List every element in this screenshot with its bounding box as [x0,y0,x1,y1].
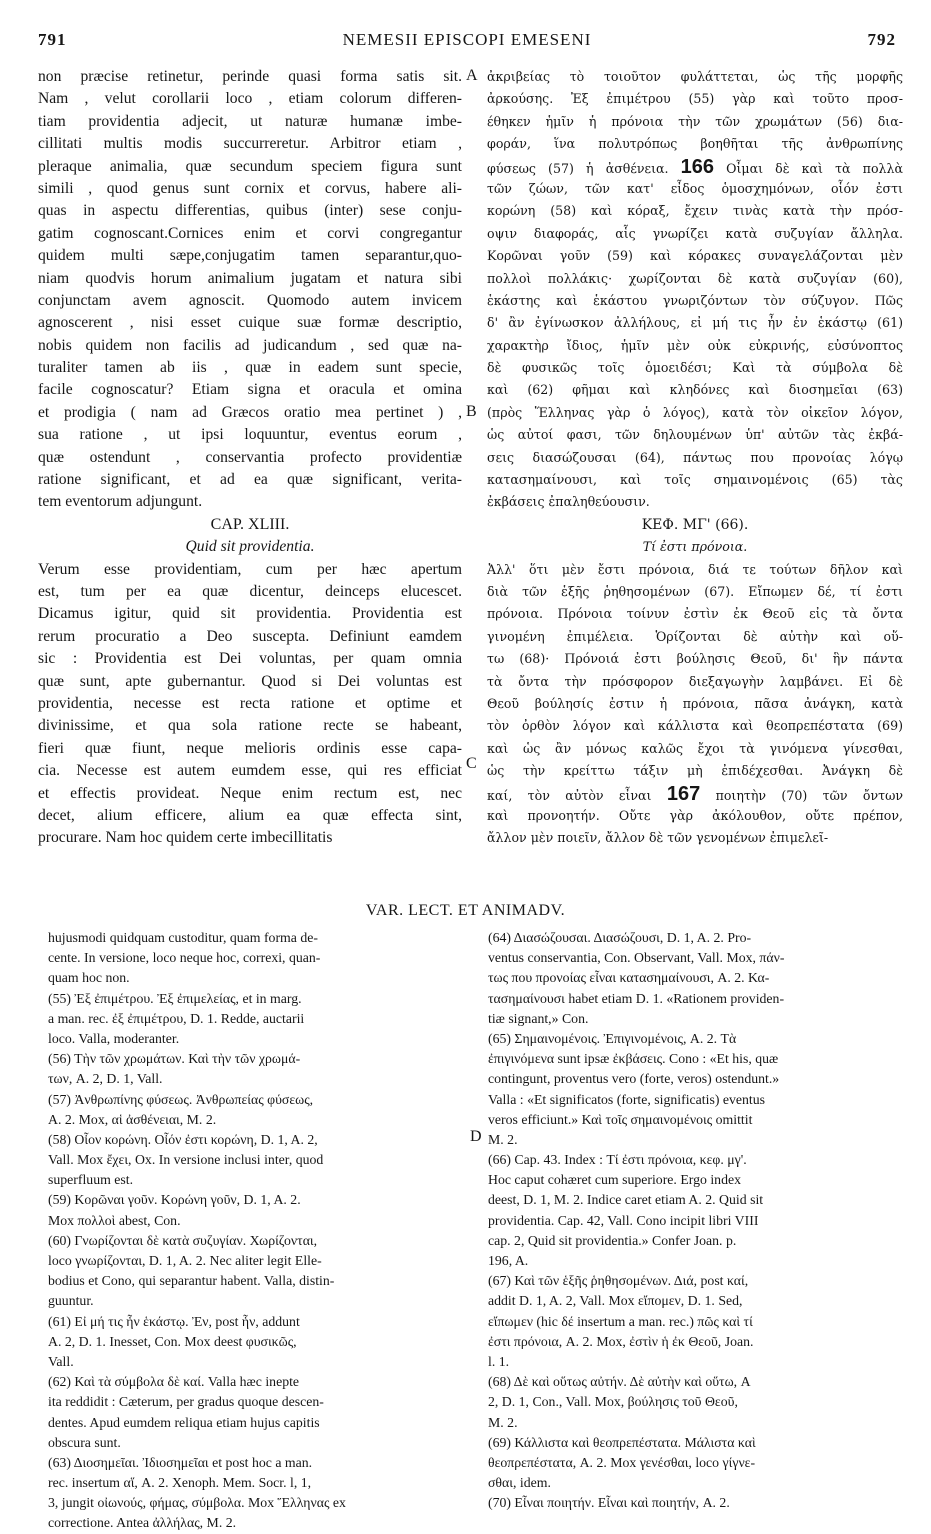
note-line: (56) Τὴν τῶν χρωμάτων. Καὶ τὴν τῶν χρωμά- [48,1051,301,1067]
greek-text-line: Ἀλλ' ὅτι μὲν ἔστι πρόνοια, διά τε τούτων δῆλον καὶ [487,561,903,577]
note-line: Hoc caput cohæret cum superiore. Ergo index [488,1172,741,1188]
greek-text-line: καί, τὸν αὐτὸν εἶναι 167 ποιητὴν (70) τῶν ὄντων [487,782,903,805]
latin-text-line: conjunctam avem agnoscit. Quomodo autem invicem [38,291,462,309]
greek-column [487,66,903,850]
latin-text-line: providentia, necesse est recta ratione et optime et [38,694,462,712]
greek-text-block-1 [487,66,903,514]
note-line: addit D. 1, A. 2, Vall. Mox εἴπομεν, D. 1. Sed, [488,1293,743,1309]
margin-mark-c: C [466,755,477,772]
note-line: M. 2. [488,1414,518,1430]
notes-right-column [488,928,904,1513]
greek-text-line: έθηκεν ἡμῖν ἡ πρόνοια τὴν τῶν χρωμάτων (56) δια- [487,113,903,129]
note-line: bodius et Cono, qui separantur habent. Valla, distin- [48,1273,335,1289]
greek-text-line: ἀρκούσης. Ἐξ ἐπιμέτρου (55) γὰρ καὶ τοῦτο προσ- [487,91,903,107]
note-line: Vall. Mox ἔχει, Ox. In versione inclusi inter, quod [48,1152,324,1168]
latin-text-line: tem eventorum adjungunt. [38,493,203,511]
greek-text-line: ἀκριβείας τὸ τοιοῦτον φυλάττεται, ὡς τῆς μορφῆς [487,69,903,84]
greek-text-line: οψιν διαφοράς, αἷς γνωρίζει κατὰ συζυγίαν ἄλληλα. [487,225,903,241]
note-line: A. 2. Mox, αἱ ἀσθένειαι, M. 2. [48,1111,217,1127]
latin-text-line: turaliter tamen ab iis , quæ in eadem sunt specie, [38,359,462,377]
note-line: (65) Σημαινομένοις. Ἐπιγινομένοις, A. 2. Τὰ [488,1030,737,1046]
latin-text-line: Nam , velut corollarii loco , etiam colorum differen- [38,90,462,108]
note-line: quam hoc non. [48,970,130,986]
page-number-left: 791 [38,30,67,49]
greek-text-line: καὶ προνοητήν. Οὔτε γὰρ ἀκόλουθον, οὔτε πρέπον, [487,807,903,823]
variant-readings-heading: VAR. LECT. ET ANIMADV. [365,902,566,919]
note-line: τως που προνοίας εἶναι κατασημαίνουσι, A. 2. Κα- [488,970,770,986]
note-line: l. 1. [488,1353,510,1369]
greek-text-line: τὸν ὀρθὸν λόγον καὶ κάλλιστα καὶ θεοπρεπέστατα (69) [487,718,903,734]
latin-text-line: quidem multi sæpe,conjugatim tamen separantur,quo- [38,247,462,265]
greek-text-line: κατασημαίνουσι, καὶ τοῖς σημαινομένοις (65) τὰς [487,472,903,488]
latin-text-line: et prodigia ( nam ad Græcos oratio mea pertinet ) , [38,403,462,421]
latin-text-line: simili , quod genus sunt cornix et corvus, habere ali- [38,179,462,197]
note-line: 2, D. 1, Con., Vall. Mox, βούλησις τοῦ Θεοῦ, [488,1394,738,1410]
note-line: correctione. Antea ἀλλήλας, M. 2. [48,1515,237,1531]
latin-text-line: facile cognoscatur? Etiam signa et oracula et omina [38,381,462,399]
latin-text-line: quæ ostendunt , conservantia profecto providentiæ [38,448,462,466]
latin-text-line: et effectis provideat. Neque enim rectum est, nec [38,784,462,802]
note-line: dentes. Apud eumdem reliqua etiam hujus capitis [48,1414,320,1430]
greek-text-line: ἑκάστης καὶ ἑκάστου γνωριζόντων τὸν σύζυγον. Πῶς [487,292,903,308]
latin-text-line: fieri quæ fiunt, neque melioris ordinis esse capa- [38,739,462,757]
greek-text-line: ὡς αὐτοί φασι, τῶν δηλουμένων ὑπ' αὐτῶν τὰς ἐκβά- [487,427,903,443]
note-line: τασημαίνουσι habet etiam D. 1. «Rationem providen- [488,990,785,1006]
note-line: rec. insertum αἵ, A. 2. Xenoph. Mem. Socr. l, 1, [48,1475,312,1491]
page-number-right: 792 [867,30,896,49]
latin-text-line: pleraque animalia, quæ secundum speciem figura sunt [38,157,462,175]
latin-column [38,66,462,850]
note-line: cente. In versione, loco neque hoc, correxi, quan- [48,950,321,966]
note-line: (60) Γνωρίζονται δὲ κατὰ συζυγίαν. Χωρίζονται, [48,1232,318,1248]
note-line: (69) Κάλλιστα καὶ θεοπρεπέστατα. Μάλιστα καὶ [488,1434,756,1450]
notes-right-lines [488,928,904,1513]
note-line: contingunt, proventus vero (forte, veros) ostendunt.» [488,1071,780,1087]
note-line: loco γνωρίζονται, D. 1, A. 2. Nec aliter legit Elle- [48,1253,322,1268]
note-line: εἴπωμεν (hic δέ insertum a man. rec.) πῶς καὶ τί [488,1313,753,1329]
greek-text-line: καὶ (62) φῆμαι καὶ κληδόνες καὶ διοσημεῖαι (63) [487,382,903,398]
latin-text-line: divinissime, et qua sola ratione recte se habeant, [38,717,462,735]
greek-text-line: σεις διασώζουσαι (64), πάντως που προνοίας λόγῳ [487,449,903,465]
latin-text-line: cillitati multis modis succurreretur. Arbitror etiam , [38,135,462,153]
latin-text-line: sua ratione , ut ipsi loquuntur, eventus eorum , [38,426,462,444]
latin-text-line: est, tum per ea quæ dicentur, deinceps elucescet. [38,582,462,600]
note-line: θεοπρεπέστατα, A. 2. Mox γενέσθαι, loco γίγνε- [488,1454,756,1470]
greek-text-line: κορώνη (58) καὶ κόραξ, ἔχειν τινὰς κατὰ τὴν πρόσ- [487,203,903,219]
latin-text-line: niam quodvis horum animalium jugatam et natura sibi [38,269,462,287]
note-line: 196, A. [488,1253,529,1268]
greek-text-line: φύσεως (57) ἡ ἀσθένεια. 166 Οἶμαι δὲ καὶ τὰ πολλὰ [487,155,903,178]
greek-text-line: πρόνοια. Πρόνοια τοίνυν ἐστὶν ἐκ Θεοῦ εἰς τὰ ὄντα [487,606,903,622]
note-line: A. 2, D. 1. Inesset, Con. Mox deest φυσικῶς, [48,1333,297,1349]
greek-text-line: Κορῶναι γοῦν (59) καὶ κόρακες συναγελάζονται μὲν [487,248,903,264]
notes-left-lines [48,928,462,1534]
note-line: M. 2. [488,1131,518,1147]
greek-text-line: δ' ἂν ἐγίνωσκον ἀλλήλους, εἰ μή τις ἦν ἐν ἑκάστῳ (61) [487,315,903,331]
note-line: (68) Δὲ καὶ οὕτως αὐτήν. Δὲ αὐτὴν καὶ οὕτω, A [488,1374,751,1390]
note-line: Valla : «Et significatos (forte, significatis) eventus [488,1091,766,1107]
note-line: 3, jungit οἰωνούς, φήμας, σύμβολα. Mox Ἕλληνας ex [48,1495,346,1511]
greek-text-line: δὲ φυσικῶς τοῖς ὁμοειδέσι; Καὶ τὰ σύμβολα δὲ [487,360,903,376]
note-line: (70) Εἶναι ποιητήν. Εἶναι καὶ ποιητήν, A. 2. [488,1495,730,1511]
note-line: Vall. [48,1353,74,1369]
note-line: (67) Καὶ τῶν ἑξῆς ῥηθησομένων. Διά, post καί, [488,1273,749,1289]
latin-text-line: quæ sunt, apte gubernantur. Quod si Dei voluntas est [38,672,462,690]
note-line: ita reddidit : Cæterum, per gradus quoque descen- [48,1394,324,1410]
margin-mark-d: D [470,1128,482,1145]
latin-text-line: tiam providentia adjecit, ut naturæ humanæ imbe- [38,112,462,130]
note-line: ἐστι πρόνοια, A. 2. Mox, ἐστὶν ἡ ἐκ Θεοῦ, Joan. [488,1333,754,1349]
latin-text-line: Dicamus igitur, quid sit providentia. Providentia est [38,605,462,623]
latin-text-line: quas in aspectu differentias, quibus (inter) sese conju- [38,202,462,220]
latin-text-line: agnoscerent , nisi esset cuique suæ formæ descriptio, [38,314,462,332]
latin-text-block-2 [38,559,462,850]
latin-text-line: cia. Necesse est autem eumdem esse, qui res efficiat [38,762,462,780]
note-line: (64) Διασώζουσαι. Διασώζουσι, D. 1, A. 2. Pro- [488,930,752,945]
latin-text-line: gatim cognoscant.Cornices enim et corvi congregantur [38,224,462,242]
note-line: obscura sunt. [48,1434,121,1450]
latin-text-line: Verum esse providentiam, cum per hæc apertum [38,560,462,578]
greek-text-line: καὶ ὡς ἂν μόνως καλῶς ἔχοι τὰ γινόμενα γίνεσθαι, [487,740,903,756]
running-title: NEMESII EPISCOPI EMESENI [342,30,592,49]
note-line: (59) Κορῶναι γοῦν. Κορώνη γοῦν, D. 1, A. 2. [48,1192,301,1208]
latin-chapter-heading: CAP. XLIII. [210,515,290,533]
note-line: cap. 2, Quid sit providentia.» Confer Joan. p. [488,1232,737,1248]
margin-mark-b: B [466,403,477,420]
greek-text-block-2 [487,559,903,850]
note-line: (58) Οἷον κορώνη. Οἷόν ἐστι κορώνη, D. 1, A. 2, [48,1131,318,1147]
greek-text-line: γινομένη ἐπιμέλεια. Ὁρίζονται δὲ αὐτὴν καὶ οὕ- [487,628,903,644]
latin-text-line: rerum procuratio a Deo suscepta. Definiunt eamdem [38,627,462,645]
greek-text-line: ἐκβάσεις ἐπαληθεύουσιν. [487,494,650,510]
greek-text-line: ὡς τὴν κρείττω τάξιν μὴ ἐπιδέχεσθαι. Ἀνάγκη δὲ [487,763,903,779]
note-line: σθαι, idem. [488,1475,551,1491]
note-line: (66) Cap. 43. Index : Τί ἐστι πρόνοια, κεφ. μγ'. [488,1152,747,1168]
note-line: hujusmodi quidquam custoditur, quam forma de- [48,930,318,945]
note-line: superfluum est. [48,1172,134,1188]
note-line: veros efficiunt.» Καὶ τοῖς σημαινομένοις omittit [488,1111,753,1127]
greek-text-line: τὰ ὄντα τὴν πρόσφορον διεξαγωγὴν λαμβάνει. Εἰ δὲ [487,673,903,689]
note-line: guuntur. [48,1293,94,1309]
note-line: deest, D. 1, M. 2. Indice caret etiam A. 2. Quid sit [488,1192,764,1208]
greek-text-line: χαρακτὴρ ἴδιος, ἡμῖν μὲν οὐκ εὐκρινής, εὐσύνοπτος [487,337,903,353]
note-line: (57) Ἀνθρωπίνης φύσεως. Ἀνθρωπείας φύσεως, [48,1091,314,1107]
note-line: a man. rec. ἐξ ἐπιμέτρου, D. 1. Redde, auctarii [48,1010,305,1026]
section-number: 166 [680,155,715,178]
greek-text-line: πολλοὶ πολλάκις· χωρίζονται δὲ κατὰ συζυγίαν (60), [487,270,903,286]
note-line: των, A. 2, D. 1, Vall. [48,1071,163,1087]
greek-text-line: τῶν ζώων, τῶν κατ' εἶδος ὁμοσχημόνων, οἷόν ἐστι [487,180,903,196]
note-line: ἐπιγινόμενα sunt ipsæ ἐκβάσεις. Cono : «Et his, quæ [488,1051,779,1067]
margin-mark-a: A [466,67,478,84]
latin-text-line: nobis quidem non facilis ad judicandum , sed quæ na- [38,336,462,354]
notes-left-column [48,928,462,1534]
note-line: (62) Καὶ τὰ σύμβολα δὲ καί. Valla hæc inepte [48,1374,300,1390]
note-line: (61) Εἰ μή τις ἦν ἑκάστῳ. Ἐν, post ἦν, addunt [48,1313,300,1329]
note-line: tiæ signant,» Con. [488,1010,589,1026]
latin-chapter-title: Quid sit providentia. [185,538,315,556]
page-header [38,30,896,56]
section-number: 167 [666,782,701,805]
latin-text-line: ratione significant, et ad ea quæ significant, verita- [38,471,462,489]
note-line: ventus conservantia, Con. Observant, Vall. Mox, πάν- [488,950,785,966]
greek-text-line: φοράν, ἵνα πολυτρόπως βοηθῆται τῆς ἀνθρωπίνης [487,136,903,152]
latin-text-line: procurare. Nam hoc quidem certe imbecillitatis [38,829,333,847]
latin-text-block-1 [38,66,462,514]
note-line: loco. Valla, moderanter. [48,1030,180,1046]
greek-text-line: (πρὸς Ἕλληνας γὰρ ὁ λόγος), κατὰ τὸν οἰκεῖον λόγον, [487,404,903,420]
greek-text-line: ἄλλον μὲν ποιεῖν, ἄλλον δὲ τῶν γενομένων ἐπιμελεῖ- [487,830,829,846]
greek-text-line: τω (68)· Πρόνοιά ἐστι βούλησις Θεοῦ, δι' ἣν πάντα [487,651,903,667]
note-line: providentia. Cap. 42, Vall. Cono incipit libri VIII [488,1212,759,1228]
note-line: (55) Ἐξ ἐπιμέτρου. Ἐξ ἐπιμελείας, et in marg. [48,990,302,1006]
greek-text-line: Θεοῦ βούλησίς ἐστιν ἡ πρόνοια, πᾶσα ἀνάγκη, κατὰ [487,695,903,711]
note-line: Mox πολλοὶ abest, Con. [48,1212,181,1228]
greek-text-line: διὰ τῶν ἑξῆς ῥηθησομένων (67). Εἴπωμεν δέ, τί ἐστι [487,583,903,599]
latin-text-line: sic : Providentia est Dei voluntas, per quam omnia [38,650,462,668]
greek-chapter-heading: ΚΕΦ. ΜΓ' (66). [641,516,749,533]
note-line: (63) Διοσημεῖαι. Ἰδιοσημεῖαι et post hoc a man. [48,1454,313,1470]
latin-text-line: decet, alium efficere, alium ea quæ effecta sint, [38,806,462,824]
latin-text-line: non præcise retinetur, perinde quasi forma satis sit. [38,68,462,85]
greek-chapter-title: Τί ἐστι πρόνοια. [642,539,748,555]
